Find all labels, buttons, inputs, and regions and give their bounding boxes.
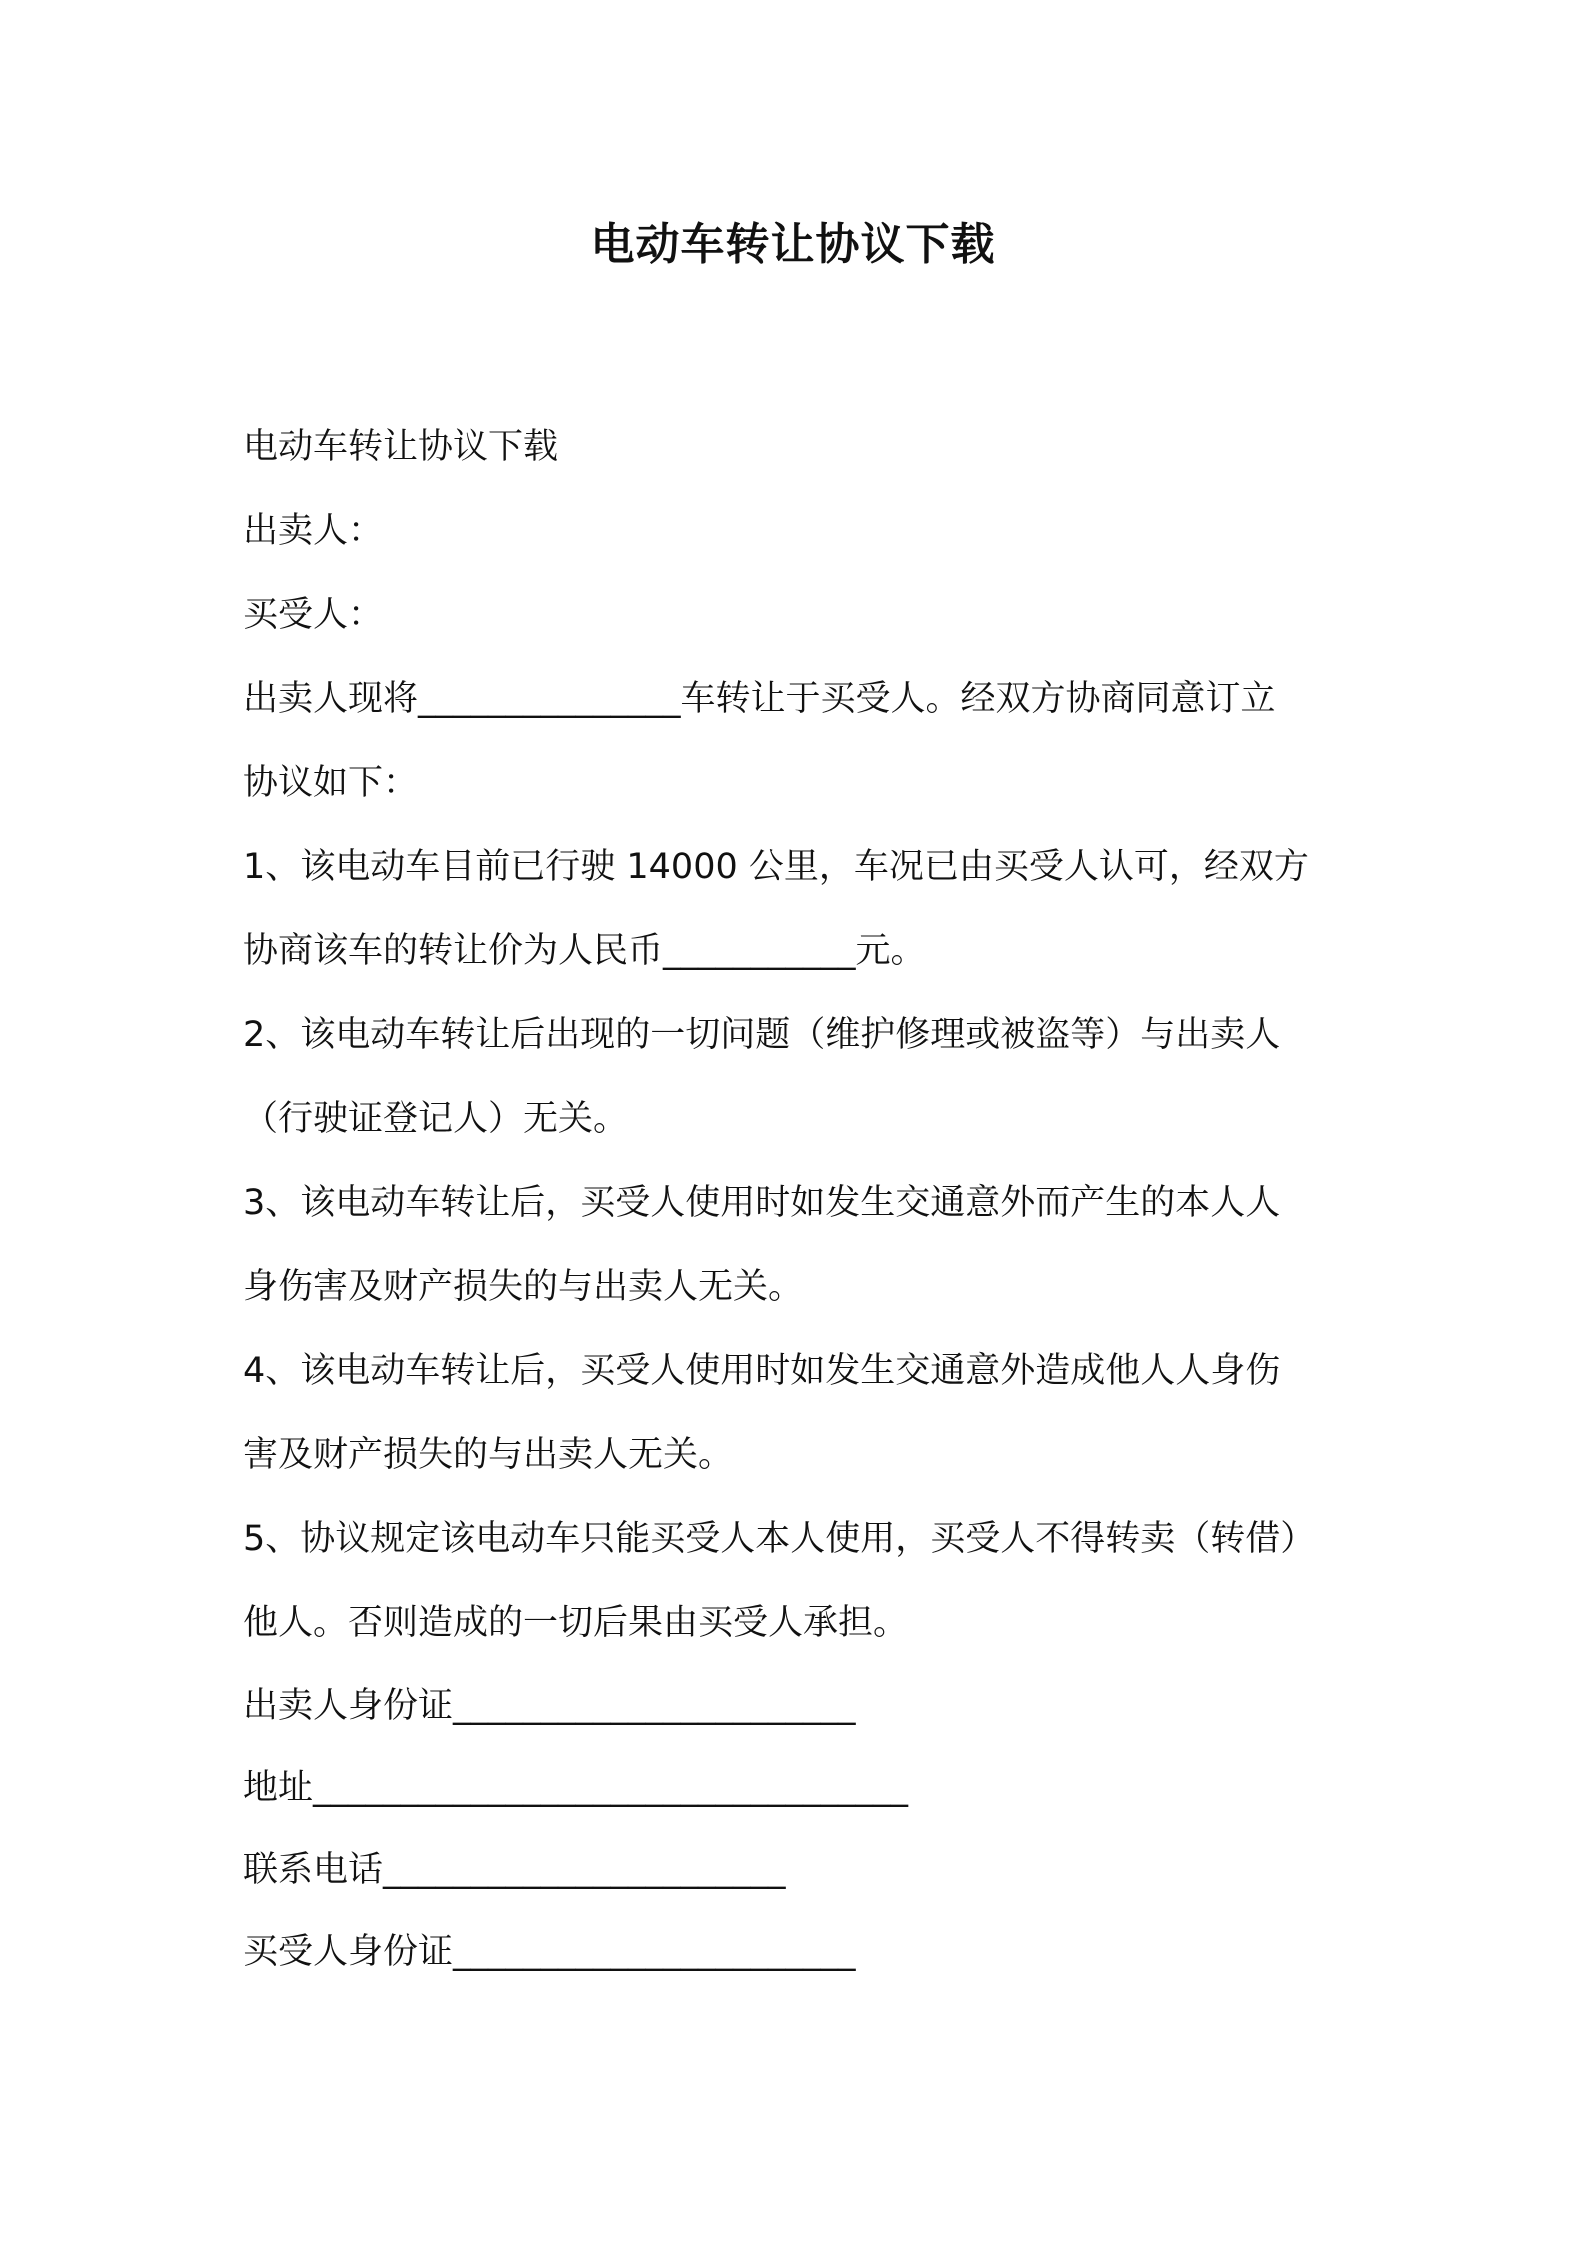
document-title: 电动车转让协议下载 [590, 219, 996, 270]
clause-5-line-2: 他人。否则造成的一切后果由买受人承担。 [243, 1603, 909, 1643]
seller-line: 出卖人： [243, 511, 384, 551]
buyer-id-line: 买受人身份证_______________________ [243, 1932, 856, 1972]
clause-3-line-1: 3、该电动车转让后，买受人使用时如发生交通意外而产生的本人人 [243, 1183, 1281, 1223]
clause-4-line-1: 4、该电动车转让后，买受人使用时如发生交通意外造成他人人身伤 [243, 1351, 1281, 1391]
clause-5-line-1: 5、协议规定该电动车只能买受人本人使用，买受人不得转卖（转借） [243, 1519, 1316, 1559]
buyer-line: 买受人： [243, 595, 384, 635]
subtitle-line: 电动车转让协议下载 [243, 427, 559, 467]
clause-2-line-2: （行驶证登记人）无关。 [243, 1099, 629, 1139]
document-body [243, 405, 1383, 1993]
transfer-intro-line: 出卖人现将_______________车转让于买受人。经双方协商同意订立 [243, 679, 1276, 719]
clause-1-line-2: 协商该车的转让价为人民币___________元。 [243, 931, 926, 971]
seller-id-line: 出卖人身份证_______________________ [243, 1686, 856, 1726]
agreement-intro-line: 协议如下： [243, 763, 419, 803]
clause-3-line-2: 身伤害及财产损失的与出卖人无关。 [243, 1267, 804, 1307]
clause-2-line-1: 2、该电动车转让后出现的一切问题（维护修理或被盗等）与出卖人 [243, 1015, 1281, 1055]
clause-4-line-2: 害及财产损失的与出卖人无关。 [243, 1435, 734, 1475]
phone-line: 联系电话_______________________ [243, 1850, 786, 1890]
address-line: 地址__________________________________ [243, 1768, 909, 1808]
clause-1-line-1: 1、该电动车目前已行驶 14000 公里，车况已由买受人认可，经双方 [243, 847, 1309, 887]
